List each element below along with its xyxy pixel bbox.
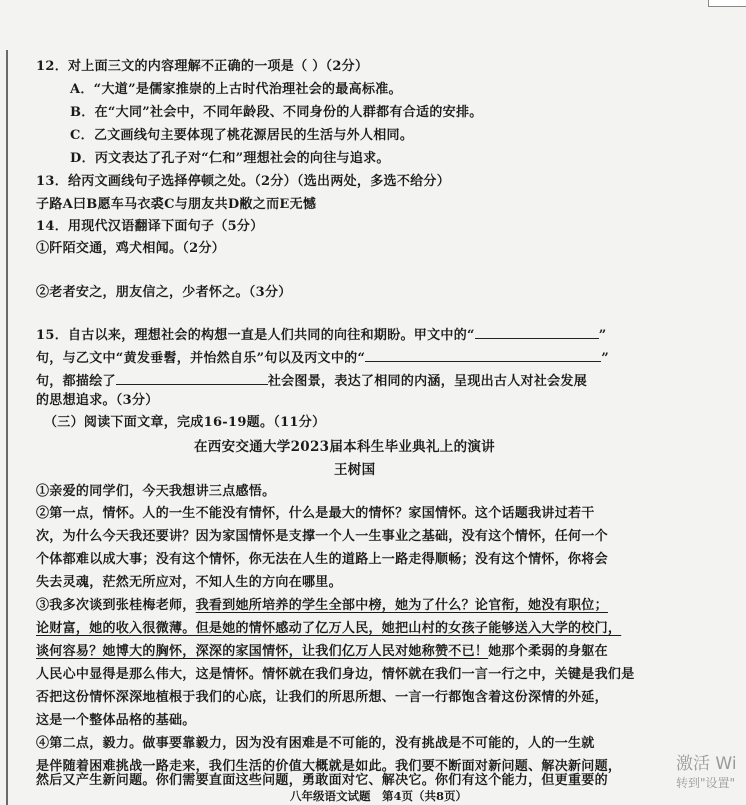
paragraph-3-line-6: 这是一个整体品格的基础。 bbox=[36, 713, 196, 728]
q15-line-3-rest: 社会图景，表达了相同的内涵，呈现出古人对社会发展 bbox=[267, 374, 588, 389]
page-footer: 八年级语文试题 第4页（共8页） bbox=[290, 789, 468, 803]
paragraph-2-line-3: 个体都难以成大事；没有这个情怀，你无法在人生的道路上一路走得顺畅；没有这个情怀，你将会 bbox=[36, 552, 608, 567]
q15-line-2-text: 句，与乙文中“黄发垂髫，并怡然自乐”句以及丙文中的“ bbox=[36, 351, 366, 366]
q12-option-c: C．乙文画线句主要体现了桃花源居民的生活与外人相同。 bbox=[70, 128, 414, 143]
paragraph-3-line-1 bbox=[36, 597, 608, 615]
q15-blank-3[interactable] bbox=[116, 370, 268, 385]
q15-line-1-text: 15．自古以来，理想社会的构想一直是人们共同的向往和期盼。甲文中的“ bbox=[36, 328, 475, 343]
underlined-sentence: 我看到她所培养的学生全部中榜，她为了什么？论官衔，她没有职位； bbox=[195, 598, 608, 613]
q12-option-b: B．在“大同”社会中，不同年龄段、不同身份的人群都有合适的安排。 bbox=[70, 105, 483, 120]
paragraph-4-line-1: ④第二点，毅力。做事要靠毅力，因为没有困难是不可能的，没有挑战是不可能的，人的一生就 bbox=[36, 736, 595, 751]
q15-line-2-close: ” bbox=[601, 351, 610, 366]
q14-item-2: ②老者安之，朋友信之，少者怀之。（3分） bbox=[36, 285, 292, 300]
paragraph-4-line-3: 然后又产生新问题。你们需要直面这些问题，勇敢面对它、解决它。你们有这个能力，但更重要的 bbox=[36, 773, 608, 788]
q13-stem: 13．给丙文画线句子选择停顿之处。（2分）（选出两处，多选不给分） bbox=[36, 174, 451, 189]
q15-line-3-text: 句，都描绘了 bbox=[36, 374, 116, 389]
left-margin-rule bbox=[6, 50, 8, 805]
article-author: 王树国 bbox=[334, 462, 376, 478]
q15-blank-1[interactable] bbox=[475, 324, 599, 339]
q13-sentence: 子路A曰B愿车马衣裘C与朋友共D敝之而E无憾 bbox=[36, 197, 317, 212]
paragraph-2-line-2: 次，为什么今天我还要讲？因为家国情怀是支撑一个人一生事业之基础，没有这个情怀，任何一个 bbox=[36, 529, 608, 544]
paragraph-3-line-3-rest: 她那个柔弱的身躯在 bbox=[488, 644, 608, 659]
q14-stem: 14．用现代汉语翻译下面句子（5分） bbox=[36, 219, 264, 234]
paragraph-3-line-5: 否把这份情怀深深地植根于我们的心底，让我们的所思所想、一言一行都饱含着这份深情的外延， bbox=[36, 690, 608, 705]
q15-line-4: 的思想追求。（3分） bbox=[36, 393, 159, 408]
paragraph-3-line-2: 论财富，她的收入很微薄。但是她的情怀感动了亿万人民，她把山村的女孩子能够送入大学的校门， bbox=[36, 621, 622, 636]
section-3-heading: （三）阅读下面文章，完成16-19题。（11分） bbox=[44, 415, 326, 430]
q12-stem: 12．对上面三文的内容理解不正确的一项是（ ）（2分） bbox=[36, 59, 369, 74]
windows-activation-watermark-hint: 转到"设置" bbox=[676, 776, 736, 790]
paragraph-2-line-1: ②第一点，情怀。人的一生不能没有情怀，什么是最大的情怀？家国情怀。这个话题我讲过若干 bbox=[36, 506, 595, 521]
q15-line-1-close: ” bbox=[598, 328, 607, 343]
q15-blank-2[interactable] bbox=[365, 347, 601, 362]
article-title: 在西安交通大学2023届本科生毕业典礼上的演讲 bbox=[194, 439, 495, 455]
q14-item-1: ①阡陌交通，鸡犬相闻。（2分） bbox=[36, 241, 226, 256]
q15-line-1 bbox=[36, 324, 607, 345]
q12-option-a: A．“大道”是儒家推崇的上古时代治理社会的最高标准。 bbox=[70, 82, 402, 97]
corner-box bbox=[708, 0, 746, 7]
paragraph-3-lead: ③我多次谈到张桂梅老师， bbox=[36, 598, 196, 613]
underlined-sentence-end: 谈何容易？她博大的胸怀，深深的家国情怀，让我们亿万人民对她称赞不已！ bbox=[36, 644, 489, 659]
windows-activation-watermark: 激活 Wi bbox=[676, 754, 737, 774]
q15-line-2 bbox=[36, 347, 609, 368]
paragraph-4-line-2: 是伴随着困难挑战一路走来，我们生活的价值大概就是如此。我们要不断面对新问题、解决新问题， bbox=[36, 759, 622, 774]
paragraph-1: ①亲爱的同学们，今天我想讲三点感悟。 bbox=[36, 484, 276, 499]
paragraph-2-line-4: 失去灵魂，茫然无所应对，不知人生的方向在哪里。 bbox=[36, 575, 342, 590]
q15-line-3 bbox=[36, 370, 587, 391]
paragraph-3-line-4: 人民心中显得是那么伟大，这是情怀。情怀就在我们身边，情怀就在我们一言一行之中，关键是我们是 bbox=[36, 667, 635, 682]
q12-option-d: D．丙文表达了孔子对“仁和”理想社会的向往与追求。 bbox=[70, 151, 390, 166]
paragraph-3-line-3 bbox=[36, 643, 608, 661]
